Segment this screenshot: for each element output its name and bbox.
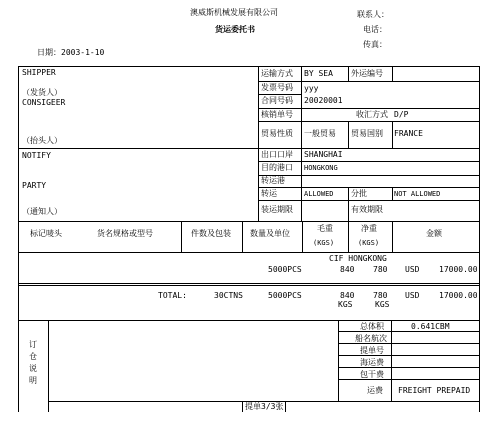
shipper-label: SHIPPER <box>22 68 56 77</box>
notify-label-cn: （通知人） <box>22 207 62 216</box>
party-label: PARTY <box>22 181 47 190</box>
ext-no-label: 外运编号 <box>351 69 383 78</box>
shipper-label-cn: （发货人） <box>22 88 62 97</box>
amount-header: 金额 <box>426 229 442 238</box>
freight-label: 运费 <box>367 386 383 395</box>
port-out-label: 出口口岸 <box>261 150 293 159</box>
row-currency: USD <box>405 265 420 274</box>
exchange-label: 收汇方式 <box>356 110 388 119</box>
country-label: 贸易国别 <box>351 129 383 138</box>
valid-label: 有效期限 <box>351 205 383 214</box>
transport-label: 运输方式 <box>261 69 293 78</box>
row-qty: 5000PCS <box>268 265 302 274</box>
invoice-label: 发票号码 <box>261 83 293 92</box>
bl-no-label: 提单号 <box>360 346 384 355</box>
total-gw-unit: KGS <box>338 300 353 309</box>
contract-label: 合同号码 <box>261 96 293 105</box>
gw-header: 毛重 <box>317 224 333 233</box>
total-nw: 780 <box>373 291 388 300</box>
total-qty: 5000PCS <box>268 291 302 300</box>
nw-header: 净重 <box>361 224 377 233</box>
total-nw-unit: KGS <box>375 300 390 309</box>
vessel-label: 船名航次 <box>355 334 387 343</box>
marks-header: 标记唛头 <box>30 229 62 238</box>
trans-label: 转运 <box>261 189 277 198</box>
consignee-label-cn: （抬头人） <box>22 136 62 145</box>
phone-label: 电话： <box>363 25 387 34</box>
transport-value: BY SEA <box>304 69 333 78</box>
consignee-label: CONSIGEER <box>22 98 66 107</box>
volume-label: 总体积 <box>360 322 384 331</box>
invoice-value: yyy <box>304 84 319 93</box>
total-pkgs: 30CTNS <box>214 291 243 300</box>
contact-label: 联系人： <box>357 10 389 19</box>
booking-label-1: 订 <box>29 340 37 349</box>
row-nw: 780 <box>373 265 388 274</box>
exchange-value: D/P <box>394 110 409 119</box>
row-amount: 17000.00 <box>439 265 478 274</box>
gw-unit-header: (KGS) <box>313 239 335 247</box>
bl-copies: 提单3/3张 <box>245 402 284 411</box>
row-gw: 840 <box>340 265 355 274</box>
qty-header: 数量及单位 <box>250 229 290 238</box>
booking-label-2: 仓 <box>29 352 37 361</box>
desc-header: 货名规格或型号 <box>97 229 153 238</box>
sea-freight-label: 海运费 <box>360 358 384 367</box>
volume-value: 0.641CBM <box>411 322 450 331</box>
dest-value: HONGKONG <box>304 164 338 172</box>
country-value: FRANCE <box>394 129 423 138</box>
document-date: 日期：2003-1-10 <box>37 48 105 57</box>
trans-value: ALLOWED <box>304 190 334 198</box>
pkgs-header: 件数及包装 <box>191 229 231 238</box>
trade-label: 贸易性质 <box>261 129 293 138</box>
nw-unit-header: (KGS) <box>358 239 380 247</box>
freight-value: FREIGHT PREPAID <box>398 386 471 395</box>
dest-label: 目的港口 <box>261 163 293 172</box>
packing-fee-label: 包干费 <box>360 370 384 379</box>
total-gw: 840 <box>340 291 355 300</box>
total-currency: USD <box>405 291 420 300</box>
verify-label: 核销单号 <box>261 110 293 119</box>
company-name: 澳威斯机械发展有限公司 <box>190 8 278 17</box>
trade-value: 一般贸易 <box>304 129 336 138</box>
booking-label-4: 明 <box>29 376 37 385</box>
transship-label: 转运港 <box>261 176 285 185</box>
total-label: TOTAL: <box>158 291 187 300</box>
price-term: CIF HONGKONG <box>329 254 387 263</box>
ship-date-label: 装运期限 <box>261 205 293 214</box>
partial-label: 分批 <box>351 189 367 198</box>
port-out-value: SHANGHAI <box>304 150 343 159</box>
document-title: 货运委托书 <box>215 25 255 34</box>
notify-label: NOTIFY <box>22 151 51 160</box>
total-amount: 17000.00 <box>439 291 478 300</box>
booking-label-3: 说 <box>29 364 37 373</box>
fax-label: 传真： <box>363 40 387 49</box>
contract-value: 20020001 <box>304 96 343 105</box>
partial-value: NOT ALLOWED <box>394 190 441 198</box>
